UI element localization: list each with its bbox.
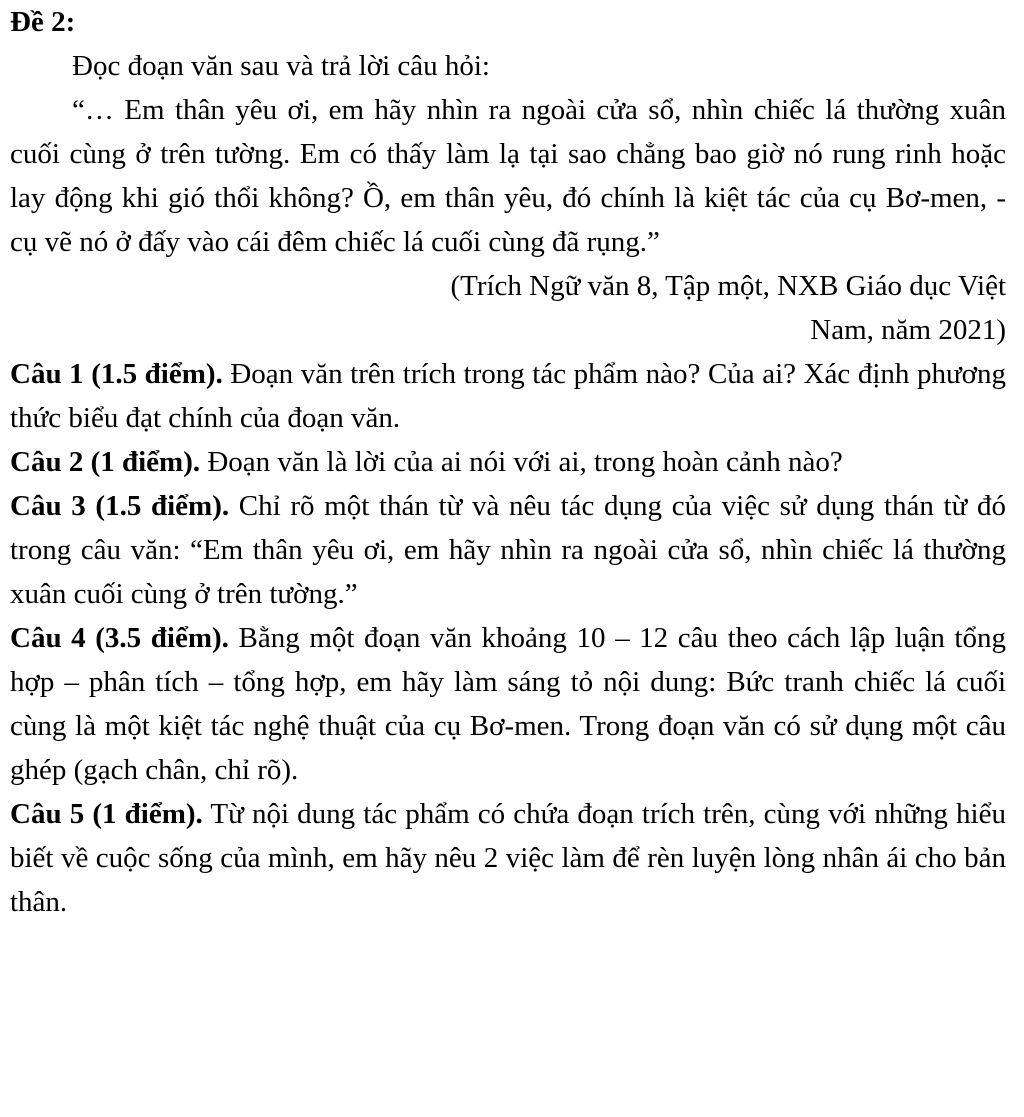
question-2-label: Câu 2 (1 điểm). (10, 446, 201, 478)
question-2 (10, 440, 1006, 484)
instruction-text: Đọc đoạn văn sau và trả lời câu hỏi: (72, 50, 490, 82)
question-3-text: Chỉ rõ một thán từ và nêu tác dụng của việc sử dụng thán từ đó trong câu văn: “Em thân yêu ơi, em hãy nhìn ra ngoài cửa sổ, nhìn chiếc lá thường xuân cuối cùng ở trên tường.” (10, 490, 1006, 610)
question-1-label: Câu 1 (1.5 điểm). (10, 358, 223, 390)
question-5-text: Từ nội dung tác phẩm có chứa đoạn trích trên, cùng với những hiểu biết về cuộc sống của mình, em hãy nêu 2 việc làm để rèn luyện lòng nhân ái cho bản thân. (10, 798, 1006, 918)
question-4 (10, 616, 1006, 792)
question-4-text: Bằng một đoạn văn khoảng 10 – 12 câu theo cách lập luận tổng hợp – phân tích – tổng hợp, em hãy làm sáng tỏ nội dung: Bức tranh chiếc lá cuối cùng là một kiệt tác nghệ thuật của cụ Bơ-men. Trong đoạn văn có sử dụng một câu ghép (gạch chân, chỉ rõ). (10, 622, 1006, 786)
source-citation-line-2: Nam, năm 2021) (810, 314, 1006, 346)
exam-title: Đề 2: (10, 6, 76, 38)
question-4-label: Câu 4 (3.5 điểm). (10, 622, 229, 654)
question-2-text: Đoạn văn là lời của ai nói với ai, trong hoàn cảnh nào? (200, 446, 843, 478)
question-1 (10, 352, 1006, 440)
reading-passage: “… Em thân yêu ơi, em hãy nhìn ra ngoài cửa sổ, nhìn chiếc lá thường xuân cuối cùng ở trên tường. Em có thấy làm lạ tại sao chẳng bao giờ nó rung rinh hoặc lay động khi gió thổi không? Ồ, em thân yêu, đó chính là kiệt tác của cụ Bơ-men, - cụ vẽ nó ở đấy vào cái đêm chiếc lá cuối cùng đã rụng.” (10, 94, 1006, 258)
question-1-text: Đoạn văn trên trích trong tác phẩm nào? Của ai? Xác định phương thức biểu đạt chính của đoạn văn. (10, 358, 1006, 434)
exam-document (10, 0, 1006, 924)
question-3-label: Câu 3 (1.5 điểm). (10, 490, 230, 522)
question-5-label: Câu 5 (1 điểm). (10, 798, 203, 830)
question-5 (10, 792, 1006, 924)
question-3 (10, 484, 1006, 616)
source-citation-line-1: (Trích Ngữ văn 8, Tập một, NXB Giáo dục Việt (450, 270, 1006, 302)
